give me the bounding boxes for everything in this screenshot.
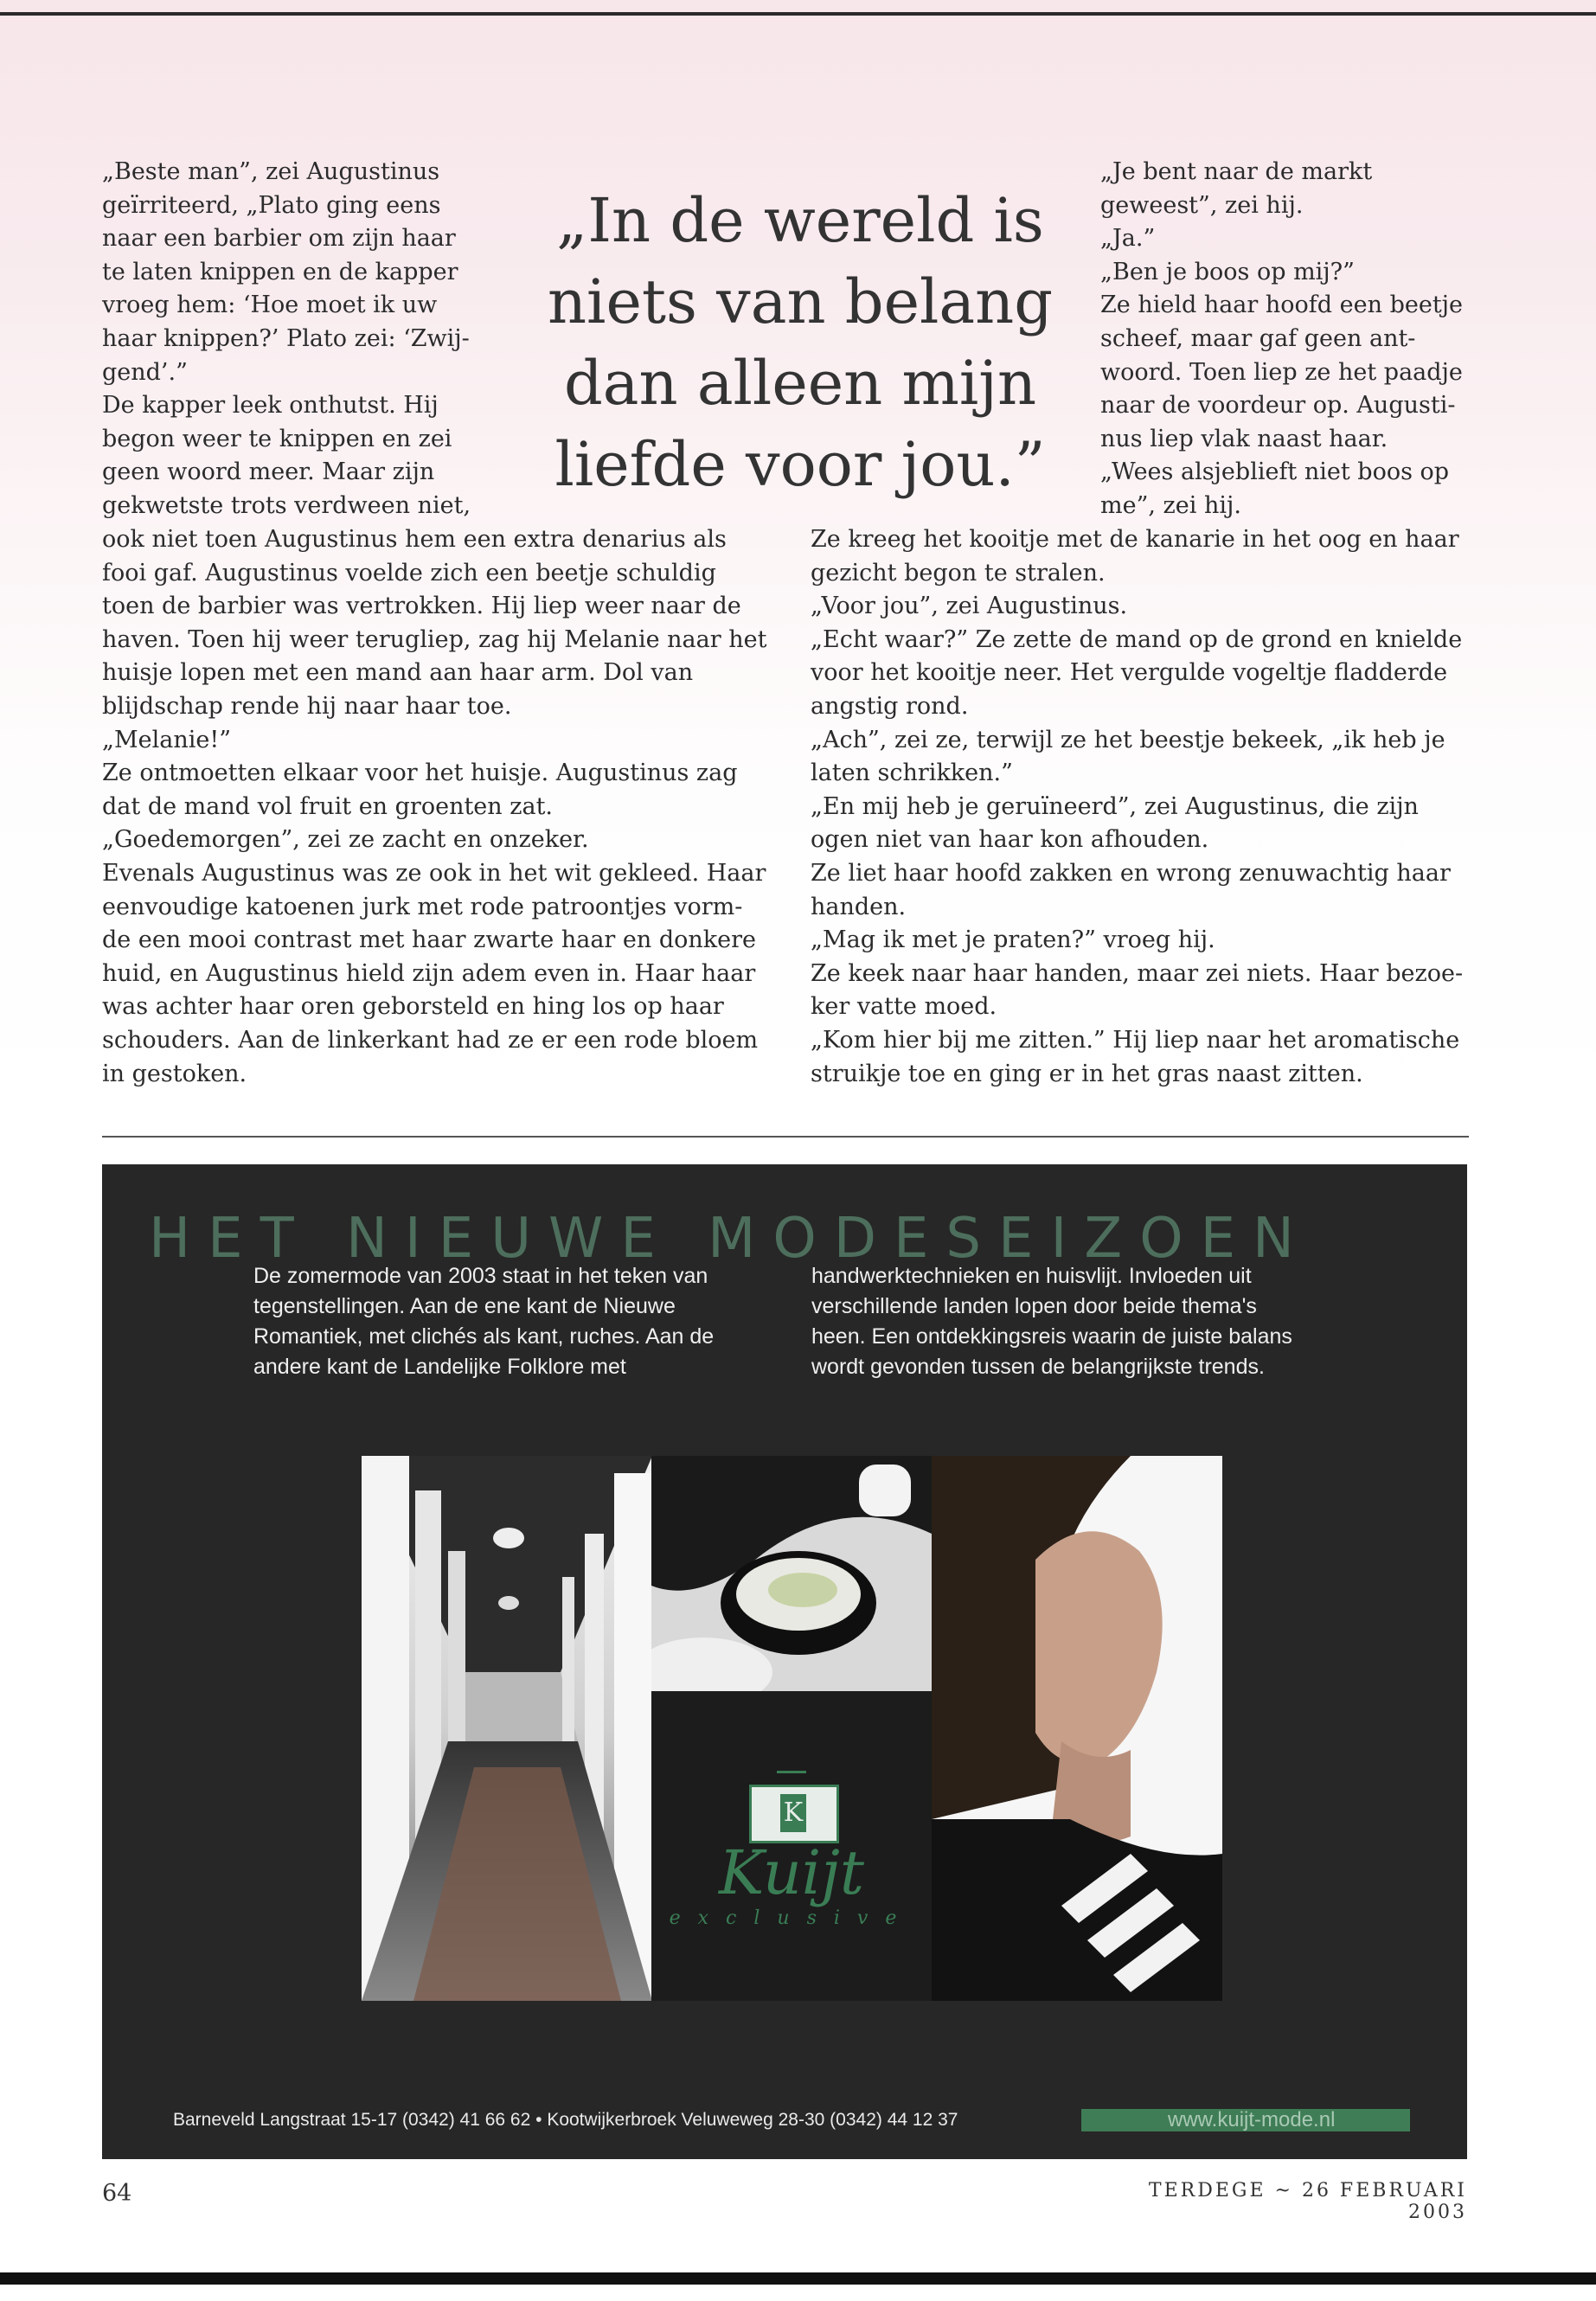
text-line: in gestoken. [102,1060,247,1087]
text-line: te laten knippen en de kapper [102,258,458,285]
text-line: huid, en Augustinus hield zijn adem even in. Haar haar [102,959,756,987]
tableware-photo [651,1456,932,1691]
text-line: begon weer te knippen en zei [102,425,452,452]
text-line: ker vatte moed. [811,993,997,1021]
text-line: scheef, maar gaf geen ant- [1100,324,1416,352]
model-illustration [932,1456,1222,2001]
bottom-border [0,2272,1596,2285]
text-line: naar een barbier om zijn haar [102,225,456,253]
ad-text-line: tegenstellingen. Aan de ene kant de Nieuwe [253,1294,676,1318]
logo-mark-icon [749,1785,839,1843]
text-line: blijdschap rende hij naar haar toe. [102,692,512,720]
pull-quote-line: dan alleen mijn [563,348,1037,419]
text-line: De kapper leek onthutst. Hij [102,392,439,420]
ad-website-link[interactable]: www.kuijt-mode.nl [1168,2108,1336,2131]
text-line: vroeg hem: ‘Hoe moet ik uw [102,292,438,319]
ad-text-left [253,1261,772,1382]
text-line: woord. Toen liep ze het paadje [1100,358,1463,386]
text-line: struikje toe en ging er in het gras naast zitten. [811,1060,1363,1087]
colonnade-photo [362,1456,652,2001]
logo-crown-icon [777,1771,806,1782]
text-line: haven. Toen hij weer terugliep, zag hij Melanie naar het [102,625,767,653]
text-line: Ze kreeg het kooitje met de kanarie in het oog en haar [811,526,1459,553]
text-line: gezicht begon te stralen. [811,559,1106,586]
text-line: de een mooi contrast met haar zwarte haar en donkere [102,926,757,954]
publication-line: TERDEGE ~ 26 FEBRUARI 2003 [1148,2180,1467,2223]
text-line: „Melanie!” [102,726,232,753]
text-line: angstig rond. [811,692,969,720]
logo-name: Kuijt [718,1837,865,1908]
logo-panel [651,1691,932,2001]
ad-title: HET NIEUWE MODESEIZOEN [149,1207,1311,1271]
text-line: naar de voordeur op. Augusti- [1100,392,1456,420]
text-line: Ze liet haar hoofd zakken en wrong zenuwachtig haar [811,859,1451,887]
text-line: „Voor jou”, zei Augustinus. [811,593,1128,620]
text-line: me”, zei hij. [1100,491,1241,519]
text-line: dat de mand vol fruit en groenten zat. [102,792,554,820]
pull-quote-line: „In de wereld is [556,185,1044,256]
logo-mark: K [780,1794,806,1832]
text-line: schouders. Aan de linkerkant had ze er een rode bloem [102,1026,759,1054]
text-line: ogen niet van haar kon afhouden. [811,826,1209,854]
article-column-2 [811,523,1494,1091]
text-line: „Ja.” [1100,225,1156,253]
text-line: eenvoudige katoenen jurk met rode patroontjes vorm- [102,893,743,920]
text-line: Ze hield haar hoofd een beetje [1100,292,1464,319]
ad-text-line: De zomermode van 2003 staat in het teken van [253,1264,708,1288]
ad-address: Barneveld Langstraat 15-17 (0342) 41 66 62 • Kootwijkerbroek Veluweweg 28-30 (0342) 44 12 37 [173,2110,958,2130]
ad-text-line: verschillende landen lopen door beide thema's [811,1294,1257,1318]
text-line: „Beste man”, zei Augustinus [102,158,440,185]
text-line: nus liep vlak naast haar. [1100,425,1388,452]
text-line: „Goedemorgen”, zei ze zacht en onzeker. [102,826,589,854]
text-line: handen. [811,893,907,920]
ad-text-line: Romantiek, met clichés als kant, ruches. Aan de [253,1324,715,1349]
tableware-illustration [651,1456,932,1691]
ad-text-right [811,1261,1348,1382]
text-line: huisje lopen met een mand aan haar arm. Dol van [102,659,694,687]
text-line: laten schrikken.” [811,760,1013,787]
article-column-1-continued [102,523,777,1091]
text-line: „Wees alsjeblieft niet boos op [1100,458,1450,486]
text-line: „Mag ik met je praten?” vroeg hij. [811,926,1215,954]
text-line: was achter haar oren geborsteld en hing los op haar [102,993,724,1021]
ad-text-line: andere kant de Landelijke Folklore met [253,1355,626,1379]
colonnade-illustration [362,1456,652,2001]
text-line: „Ach”, zei ze, terwijl ze het beestje bekeek, „ik heb je [811,726,1445,753]
pull-quote [545,180,1055,505]
top-border [0,12,1596,16]
text-line: „Ben je boos op mij?” [1100,258,1355,285]
text-line: „Je bent naar de markt [1100,158,1373,185]
text-line: gekwetste trots verdween niet, [102,491,471,519]
ad-text-line: wordt gevonden tussen de belangrijkste trends. [811,1355,1265,1379]
text-line: geïrriteerd, „Plato ging eens [102,191,441,219]
text-line: gend’.” [102,358,188,386]
text-line: „Echt waar?” Ze zette de mand op de grond en knielde [811,625,1463,653]
text-line: voor het kooitje neer. Het vergulde vogeltje fladderde [811,659,1448,687]
article-column-3 [1100,156,1481,523]
pull-quote-line: liefde voor jou.” [554,429,1046,500]
article-column-1 [102,156,517,523]
text-line: Ze keek naar haar handen, maar zei niets. Haar bezoe- [811,959,1464,987]
text-line: Evenals Augustinus was ze ook in het wit gekleed. Haar [102,859,766,887]
page-number: 64 [102,2180,132,2207]
text-line: geweest”, zei hij. [1100,191,1304,219]
model-photo [932,1456,1222,2001]
text-line: fooi gaf. Augustinus voelde zich een beetje schuldig [102,559,716,586]
ad-text-line: handwerktechnieken en huisvlijt. Invloeden uit [811,1264,1252,1288]
text-line: toen de barbier was vertrokken. Hij liep weer naar de [102,593,741,620]
text-line: ook niet toen Augustinus hem een extra denarius als [102,526,727,553]
text-line: „En mij heb je geruïneerd”, zei Augustinus, die zijn [811,792,1419,820]
text-line: haar knippen?’ Plato zei: ‘Zwij- [102,324,470,352]
text-line: „Kom hier bij me zitten.” Hij liep naar het aromatische [811,1026,1460,1054]
pull-quote-line: niets van belang [547,266,1054,337]
section-divider [102,1136,1469,1138]
ad-text-line: heen. Een ontdekkingsreis waarin de juiste balans [811,1324,1292,1349]
text-line: Ze ontmoetten elkaar voor het huisje. Augustinus zag [102,760,738,787]
text-line: geen woord meer. Maar zijn [102,458,435,486]
logo-subtitle: exclusive [669,1907,914,1929]
